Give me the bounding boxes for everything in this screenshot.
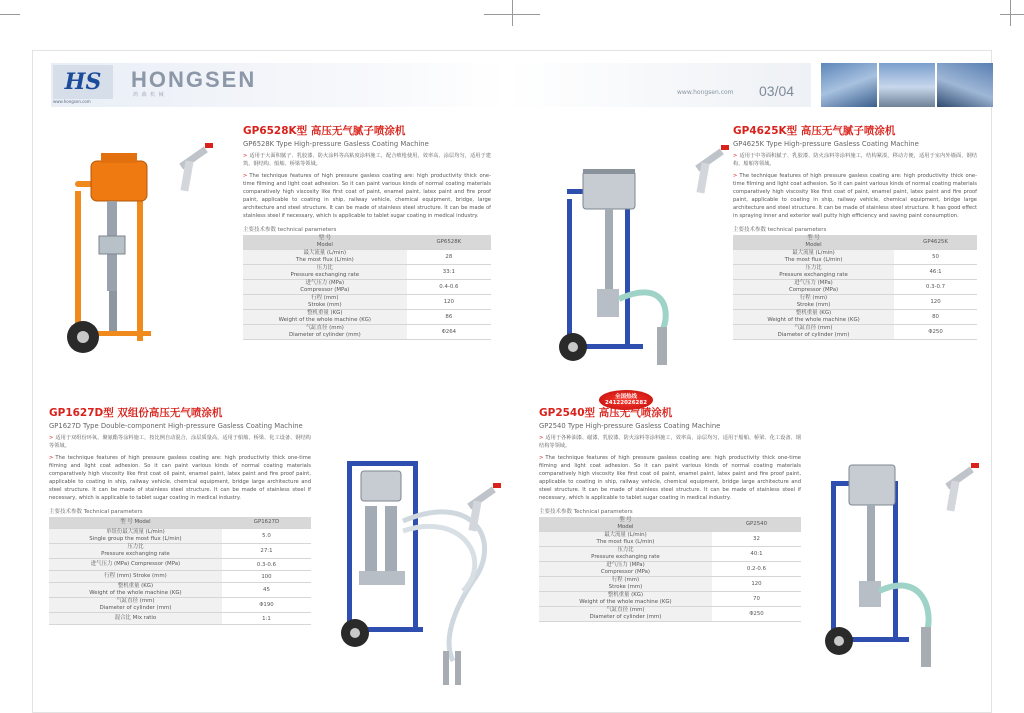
spec-value: 33:1: [407, 264, 491, 279]
spec-key: [539, 606, 712, 621]
spec-key: [733, 264, 894, 279]
spec-key-en: Weight of the whole machine (KG): [278, 316, 372, 323]
page-header: [51, 57, 993, 109]
spec-key: [733, 294, 894, 309]
spec-key-en: Model: [316, 241, 333, 248]
spec-value: 120: [712, 576, 801, 591]
table-row: [539, 531, 801, 546]
spec-key-cn: 行程 (mm): [611, 576, 640, 583]
spec-value: 0.2-0.6: [712, 561, 801, 576]
spec-key: [539, 517, 712, 532]
spec-key-en: Stroke (mm): [308, 301, 342, 308]
table-row: [733, 294, 977, 309]
spray-gun-image: [939, 461, 983, 521]
spec-table-body: [539, 517, 801, 622]
spec-table-body: [243, 235, 491, 340]
desc-text: 适用于各种油漆、磁漆、乳胶漆、防火涂料等涂料施工，效率高、涂层均匀，适用于船舶、桥梁、化工设备、钢结构等领域。: [539, 435, 801, 450]
spec-key: [539, 546, 712, 561]
spec-key-en: Weight of the whole machine (KG): [579, 598, 672, 605]
spec-key-cn: 型 号: [807, 234, 820, 241]
spec-key-cn: 整机重量 (KG): [307, 309, 343, 316]
table-row: [243, 294, 491, 309]
logo-url: www.hongsen.com: [53, 99, 91, 104]
table-row: [539, 561, 801, 576]
table-row: [243, 324, 491, 339]
bullet-arrow-icon: >: [733, 173, 738, 180]
table-row: [733, 235, 977, 250]
gp2540-desc-cn: [539, 434, 801, 450]
spec-key-cn: 进气压力 (MPa): [90, 561, 130, 568]
gp4625k-title-cn: GP4625K型 高压无气腻子喷涂机: [733, 125, 896, 137]
spec-key-cn: 型 号: [619, 516, 632, 523]
table-row: [733, 324, 977, 339]
spec-key-en: Stroke (mm): [608, 583, 643, 590]
spec-key-en: Stroke (mm): [796, 301, 831, 308]
spec-value: 50: [894, 249, 977, 264]
spec-key: [243, 264, 407, 279]
logo-text: HS: [64, 69, 102, 95]
table-row: [49, 517, 311, 529]
spec-value: 27:1: [222, 544, 311, 559]
spec-key-cn: 进气压力 (MPa): [606, 561, 645, 568]
spec-key: [539, 561, 712, 576]
website-url: www.hongsen.com: [677, 89, 734, 96]
spec-key: [539, 576, 712, 591]
table-row: [733, 264, 977, 279]
spec-key-cn: 气缸直径 (mm): [606, 606, 645, 613]
spec-key-cn: 压力比: [127, 544, 144, 551]
spec-key-en: Compressor (MPa): [600, 568, 651, 575]
spec-key-en: Mix ratio: [132, 615, 157, 622]
gp1627d-spec-label: 主要技术参数 Technical parameters: [49, 508, 143, 515]
spray-gun-image: [689, 143, 733, 203]
spec-key-en: Pressure exchanging rate: [779, 271, 848, 278]
spec-key-en: Compressor (MPa): [300, 286, 350, 293]
spec-key-cn: 进气压力 (MPa): [305, 279, 345, 286]
spec-key-en: Model: [617, 523, 634, 530]
spec-value: 46:1: [894, 264, 977, 279]
gp2540-title-en: GP2540 Type High-pressure Gasless Coating Machine: [539, 422, 721, 430]
table-row: [49, 559, 311, 571]
spec-key: [243, 249, 407, 264]
spec-key: [243, 324, 407, 339]
spec-key-en: The most flux (L/min): [596, 538, 655, 545]
spec-key-cn: 最大流量 (L/min): [792, 249, 835, 256]
gp6528k-spec-table: [243, 235, 491, 340]
gp6528k-title-cn: GP6528K型 高压无气腻子喷涂机: [243, 125, 406, 137]
gp4625k-spec-label: 主要技术参数 technical parameters: [733, 226, 827, 233]
spec-key: [49, 571, 222, 583]
architecture-photo: [937, 63, 993, 107]
spec-value: GP4625K: [894, 235, 977, 250]
table-row: [49, 613, 311, 625]
table-row: [49, 571, 311, 583]
gp1627d-desc-en: [49, 454, 311, 502]
table-row: [49, 598, 311, 613]
spec-key: [733, 235, 894, 250]
bullet-arrow-icon: >: [49, 435, 54, 441]
table-row: [539, 546, 801, 561]
gp1627d-title-en: GP1627D Type Double-component High-pressure Gasless Coating Machine: [49, 422, 303, 430]
spec-key-en: Pressure exchanging rate: [290, 271, 360, 278]
spec-key: [49, 613, 222, 625]
gp2540-desc-en: [539, 454, 801, 502]
spec-key: [49, 583, 222, 598]
spec-key-cn: 进气压力 (MPa): [794, 279, 833, 286]
gp4625k-title-en: GP4625K Type High-pressure Gasless Coating Machine: [733, 140, 919, 148]
brand-name-cn: 鸿 森 机 械: [133, 92, 165, 98]
bullet-arrow-icon: >: [539, 435, 544, 441]
spec-key: [49, 529, 222, 544]
table-row: [243, 249, 491, 264]
crop-mark: [1010, 0, 1011, 26]
spec-key-cn: 型 号: [120, 518, 133, 525]
spec-key: [539, 591, 712, 606]
company-logo: [53, 65, 113, 99]
brochure-spread: [32, 50, 992, 713]
spec-value: 1:1: [222, 613, 311, 625]
spec-key-cn: 混合比: [114, 615, 131, 622]
bullet-arrow-icon: >: [733, 153, 738, 159]
gp4625k-desc-cn: [733, 152, 977, 168]
bridge-photo: [821, 63, 877, 107]
spec-key-cn: 行程 (mm): [799, 294, 828, 301]
spec-key-cn: 整机重量 (KG): [795, 309, 832, 316]
page-number: 03/04: [759, 83, 795, 99]
spec-key-en: Compressor (MPa): [788, 286, 839, 293]
spec-key-en: Weight of the whole machine (KG): [767, 316, 860, 323]
crop-mark: [512, 0, 513, 26]
spec-value: GP1627D: [222, 517, 311, 529]
gp2540-machine-image: [823, 461, 943, 671]
spec-value: 0.3-0.6: [222, 559, 311, 571]
spec-value: 100: [222, 571, 311, 583]
crop-mark: [0, 14, 20, 15]
spec-key-en: The most flux (L/min): [295, 256, 354, 263]
spec-key: [49, 598, 222, 613]
spec-value: 45: [222, 583, 311, 598]
spec-key-en: Model: [805, 241, 822, 248]
spec-key-en: Diameter of cylinder (mm): [99, 605, 172, 612]
spec-value: 0.3-0.7: [894, 279, 977, 294]
spec-value: 120: [407, 294, 491, 309]
gp4625k-machine-image: [553, 159, 683, 369]
spec-value: 120: [894, 294, 977, 309]
gp2540-spec-table: [539, 517, 801, 622]
bullet-arrow-icon: >: [49, 455, 54, 462]
spec-key-en: Pressure exchanging rate: [591, 553, 660, 560]
spec-key-cn: 整机重量 (KG): [117, 583, 154, 590]
desc-text: 适用于大面积腻子、乳胶漆、防火涂料等高粘度涂料施工，配合喷枪使用，效率高、涂层均匀，适用于建筑、钢结构、船舶、桥梁等领域。: [243, 153, 491, 168]
spec-key: [243, 294, 407, 309]
table-row: [49, 529, 311, 544]
spec-key-en: Compressor (MPa): [130, 561, 181, 568]
spec-value: 0.4-0.6: [407, 279, 491, 294]
table-row: [243, 235, 491, 250]
spec-value: 28: [407, 249, 491, 264]
bullet-arrow-icon: >: [243, 153, 248, 159]
spec-value: Φ190: [222, 598, 311, 613]
gp6528k-spec-label: 主要技术参数 technical parameters: [243, 226, 337, 233]
spray-gun-image: [461, 481, 505, 541]
spec-value: Φ250: [894, 324, 977, 339]
desc-text: The technique features of high pressure gasless coating are: high productivity thick one-time filming and light coat adhesion. So it can paint various kinds of normal coating materials comparatively high viscosity like first coat oil paint, enamel paint, latex paint and fire proof paint, applicable to coating in ship, railway vehicle, chemical equipment, bridge large architecture and steel structure. It can be made of stainless steel structure. It can be made of stainless steel if necessary, which is applicable to tablet sugar coating in medical industry.: [49, 455, 311, 502]
table-row: [539, 606, 801, 621]
spec-key-cn: 气缸直径 (mm): [116, 598, 155, 605]
crop-mark: [1000, 14, 1024, 15]
bullet-arrow-icon: >: [243, 173, 248, 180]
spec-value: 80: [894, 309, 977, 324]
ship-photo: [879, 63, 935, 107]
gp2540-title-cn: GP2540型 高压无气喷涂机: [539, 407, 673, 419]
spec-key-cn: 气缸直径 (mm): [305, 324, 344, 331]
spec-key-cn: 压力比: [617, 546, 634, 553]
spec-table-body: [49, 517, 311, 625]
spec-key-cn: 行程 (mm): [311, 294, 339, 301]
table-row: [49, 583, 311, 598]
spec-value: 5.0: [222, 529, 311, 544]
spec-value: 40:1: [712, 546, 801, 561]
table-row: [539, 591, 801, 606]
desc-text: The technique features of high pressure gasless coating are: high productivity thick one-time filming and light coat adhesion. So it can paint various kinds of normal coating materials comparatively high viscosity like first coat of paint, enamel paint, latex paint and fire proof paint, applicable to coating in ship, railway vehicle, chemical equipment, bridge, large architecture and steel structure. It can be made of stainless steel structure. It can be made of stainless steel if necessary, which is applicable to tablet sugar coating in medical industry.: [243, 173, 491, 220]
gp4625k-block: [733, 123, 977, 340]
table-row: [733, 309, 977, 324]
gp1627d-desc-cn: [49, 434, 311, 450]
bullet-arrow-icon: >: [539, 455, 544, 462]
spec-key-cn: 气缸直径 (mm): [794, 324, 833, 331]
spec-key: [539, 531, 712, 546]
table-row: [243, 309, 491, 324]
gp1627d-spec-table: [49, 517, 311, 626]
spec-key: [49, 559, 222, 571]
table-row: [539, 517, 801, 532]
spec-value: 70: [712, 591, 801, 606]
table-row: [243, 279, 491, 294]
gp1627d-title-cn: GP1627D型 双组份高压无气喷涂机: [49, 407, 223, 419]
table-row: [733, 279, 977, 294]
spec-key-en: Stroke (mm): [133, 573, 167, 580]
gp1627d-block: [49, 405, 311, 625]
spec-key-en: Pressure exchanging rate: [101, 551, 170, 558]
gp2540-block: [539, 405, 801, 622]
spec-key-cn: 最大流量 (L/min): [303, 249, 347, 256]
gp6528k-title-en: GP6528K Type High-pressure Gasless Coating Machine: [243, 140, 429, 148]
spec-key-cn: 型 号: [318, 234, 332, 241]
spec-key: [733, 249, 894, 264]
table-row: [539, 576, 801, 591]
gp4625k-spec-table: [733, 235, 977, 340]
spec-key-cn: 单组份最大流量 (L/min): [106, 529, 165, 535]
spec-key: [733, 309, 894, 324]
gp6528k-machine-image: [51, 141, 171, 361]
table-row: [243, 264, 491, 279]
spec-key-en: Weight of the whole machine (KG): [89, 590, 182, 597]
table-row: [49, 544, 311, 559]
spec-key-cn: 行程 (mm): [104, 573, 132, 580]
spec-key-cn: 压力比: [805, 264, 822, 271]
spec-key-en: Single group the most flux (L/min): [89, 536, 182, 543]
spec-key: [243, 309, 407, 324]
table-row: [733, 249, 977, 264]
spec-key-en: Diameter of cylinder (mm): [288, 331, 361, 338]
gp4625k-desc-en: [733, 172, 977, 220]
spec-key-cn: 最大流量 (L/min): [604, 531, 647, 538]
desc-text: 适用于中等面积腻子、乳胶漆、防火涂料等涂料施工，结构紧凑，移动方便，适用于室内外墙面、钢结构、船舶等领域。: [733, 153, 977, 168]
spec-key: [243, 235, 407, 250]
spec-value: 86: [407, 309, 491, 324]
spec-value: 32: [712, 531, 801, 546]
brand-name: HONGSEN: [131, 67, 257, 92]
badge-line2: 24122026282: [604, 400, 648, 406]
spec-table-body: [733, 235, 977, 340]
spec-key-cn: 压力比: [316, 264, 333, 271]
desc-text: The technique features of high pressure gasless coating are: high productivity thick one-time filming and light coat adhesion. So it can paint various kinds of normal coating materials comparatively high viscosity like first coat oil paint, enamel paint, latex paint and fire proof paint, applicable to coating in ship, railway vehicle, chemical equipment, bridge large architecture and steel structure. It can be made of stainless steel structure. It can be made of stainless steel if necessary, which is applicable to tablet sugar coating in medical industry.: [539, 455, 801, 502]
spec-key-cn: 整机重量 (KG): [607, 591, 644, 598]
spec-value: Φ264: [407, 324, 491, 339]
spec-key: [733, 324, 894, 339]
header-photo-strip: [821, 63, 993, 107]
desc-text: 适用于双组份环氧、聚氨酯等涂料施工，按比例自动混合，涂层质量高，适用于船舶、桥梁、化工设备、钢结构等领域。: [49, 435, 311, 450]
spec-key: [243, 279, 407, 294]
spec-key: [49, 544, 222, 559]
gp6528k-desc-cn: [243, 152, 491, 168]
spec-key-en: Model: [134, 518, 151, 525]
gp2540-spec-label: 主要技术参数 Technical parameters: [539, 508, 633, 515]
spec-key-en: Diameter of cylinder (mm): [777, 331, 850, 338]
desc-text: The technique features of high pressure gasless coating are: high productivity thick one-time filming and light coat adhesion. So it can paint various kinds of normal coating materials comparatively high viscosity like first coat of paint, enamel paint, latex paint and fire proof paint, applicable to coating in ship, railway vehicle, chemical equipment, bridge large architecture and steel structure. It can be made of stainless steel structure. It has good effect in spraying inner and exterior wall putty high efficiency and saving paint consumption.: [733, 173, 977, 220]
spec-key-en: The most flux (L/min): [784, 256, 843, 263]
spec-value: GP6528K: [407, 235, 491, 250]
gp6528k-desc-en: [243, 172, 491, 220]
badge-line1: 全国热线: [614, 393, 637, 400]
spec-value: GP2540: [712, 517, 801, 532]
spec-key-en: Diameter of cylinder (mm): [589, 613, 662, 620]
gp6528k-block: [243, 123, 491, 340]
spec-key: [49, 517, 222, 529]
spec-value: Φ250: [712, 606, 801, 621]
spray-gun-image: [173, 141, 217, 201]
spec-key: [733, 279, 894, 294]
